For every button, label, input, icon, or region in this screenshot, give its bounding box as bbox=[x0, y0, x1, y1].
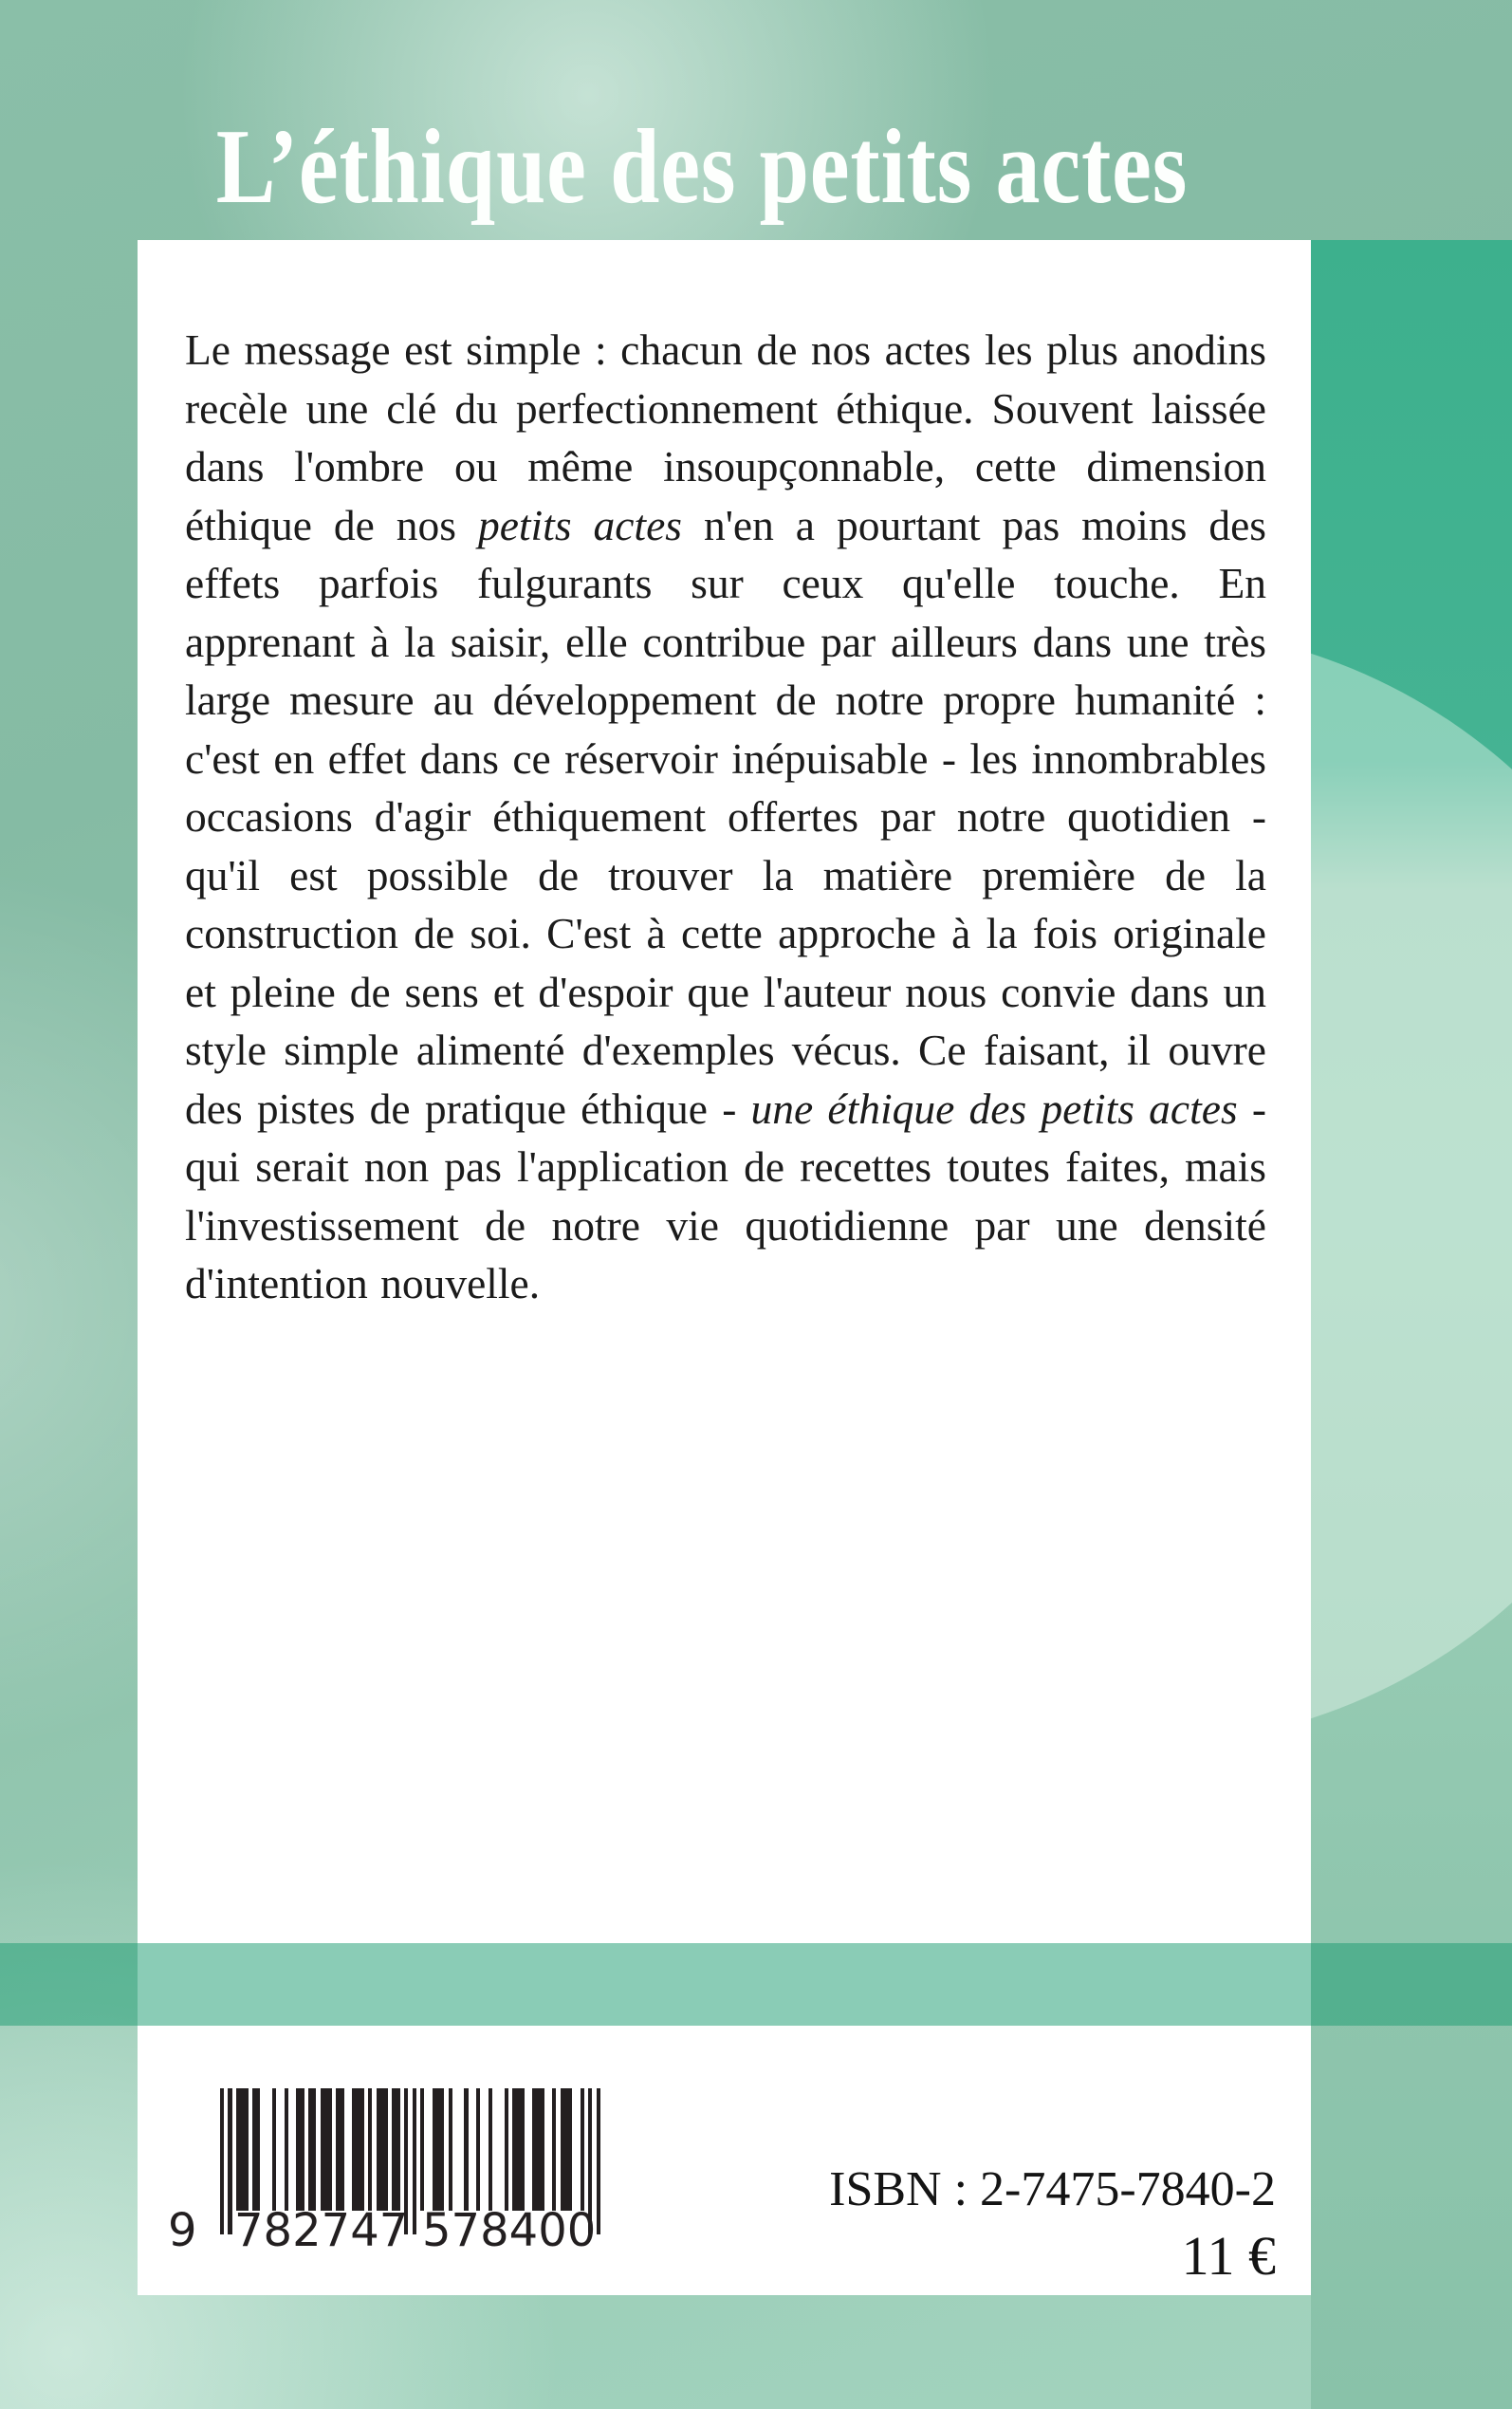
barcode-bar bbox=[377, 2088, 389, 2211]
blurb-segment: n'en a pourtant pas moins des effets parfois fulgurants sur ceux qu'elle touche. En apprenant à la saisir, elle contribue par ailleurs dans une très large mesure au développement de notre propre humanité : c'est en effet dans ce réservoir inépuisable - les innombrables occasions d'agir éthiquement offertes par notre quotidien - qu'il est possible de trouver la matière première de la construction de soi. C'est à cette approche à la fois originale et pleine de sens et d'espoir que l'auteur nous convie dans un style simple alimenté d'exemples vécus. Ce faisant, il ouvre des pistes de pratique éthique - bbox=[185, 500, 1266, 1133]
blurb-segment: Le message est simple : chacun de nos actes les plus anodins recèle une clé du perfectionnement éthique. Souvent laissée dans l'ombre ou même insoupçonnable, cette dimension éthique de nos bbox=[185, 325, 1266, 549]
right-green-band bbox=[1311, 240, 1512, 2409]
barcode-bar bbox=[321, 2088, 333, 2211]
barcode-bar bbox=[285, 2088, 288, 2211]
barcode-bar bbox=[420, 2088, 424, 2211]
blurb-segment: petits actes bbox=[477, 500, 682, 549]
blurb-segment: une éthique des petits actes bbox=[750, 1084, 1238, 1133]
barcode-bar bbox=[552, 2088, 556, 2211]
barcode-bar bbox=[392, 2088, 399, 2211]
price-label: 11 € bbox=[1181, 2225, 1276, 2287]
back-cover-blurb bbox=[185, 321, 1266, 1313]
barcode-bar bbox=[236, 2088, 249, 2211]
barcode-digit-group-1: 7 8 2 7 4 7 bbox=[234, 2204, 409, 2257]
barcode-bar bbox=[433, 2088, 445, 2211]
barcode-bar bbox=[252, 2088, 260, 2211]
barcode-bar bbox=[581, 2088, 584, 2211]
barcode-bar bbox=[561, 2088, 573, 2211]
isbn-label: ISBN : 2-7475-7840-2 bbox=[829, 2162, 1276, 2216]
barcode-bar bbox=[489, 2088, 492, 2211]
barcode-bar bbox=[532, 2088, 544, 2211]
book-title: L’éthique des petits actes bbox=[215, 108, 1189, 226]
decorative-circle-highlight bbox=[1311, 626, 1512, 1746]
barcode-bar bbox=[352, 2088, 364, 2211]
barcode-bar bbox=[476, 2088, 480, 2211]
barcode-bar bbox=[413, 2088, 416, 2234]
barcode-leading-digit: 9 bbox=[168, 2204, 196, 2257]
barcode-bar bbox=[272, 2088, 276, 2211]
ean13-barcode bbox=[168, 2085, 623, 2261]
barcode-bar bbox=[464, 2088, 468, 2211]
barcode-bar bbox=[308, 2088, 316, 2211]
barcode-bar bbox=[220, 2088, 224, 2234]
blurb-segment: - qui serait non pas l'application de recettes toutes faites, mais l'investissement de notre vie quotidienne par une densité d'intention nouvelle. bbox=[185, 1084, 1266, 1307]
barcode-bar bbox=[296, 2088, 304, 2211]
barcode-bar bbox=[336, 2088, 343, 2211]
barcode-bar bbox=[512, 2088, 525, 2211]
barcode-bar bbox=[597, 2088, 600, 2234]
barcode-bar bbox=[505, 2088, 508, 2211]
barcode-bar bbox=[368, 2088, 372, 2211]
barcode-bar bbox=[228, 2088, 231, 2234]
translucent-green-stripe bbox=[0, 1943, 1512, 2026]
barcode-bar bbox=[449, 2088, 452, 2211]
barcode-digit-group-2: 5 7 8 4 0 0 bbox=[422, 2204, 597, 2257]
